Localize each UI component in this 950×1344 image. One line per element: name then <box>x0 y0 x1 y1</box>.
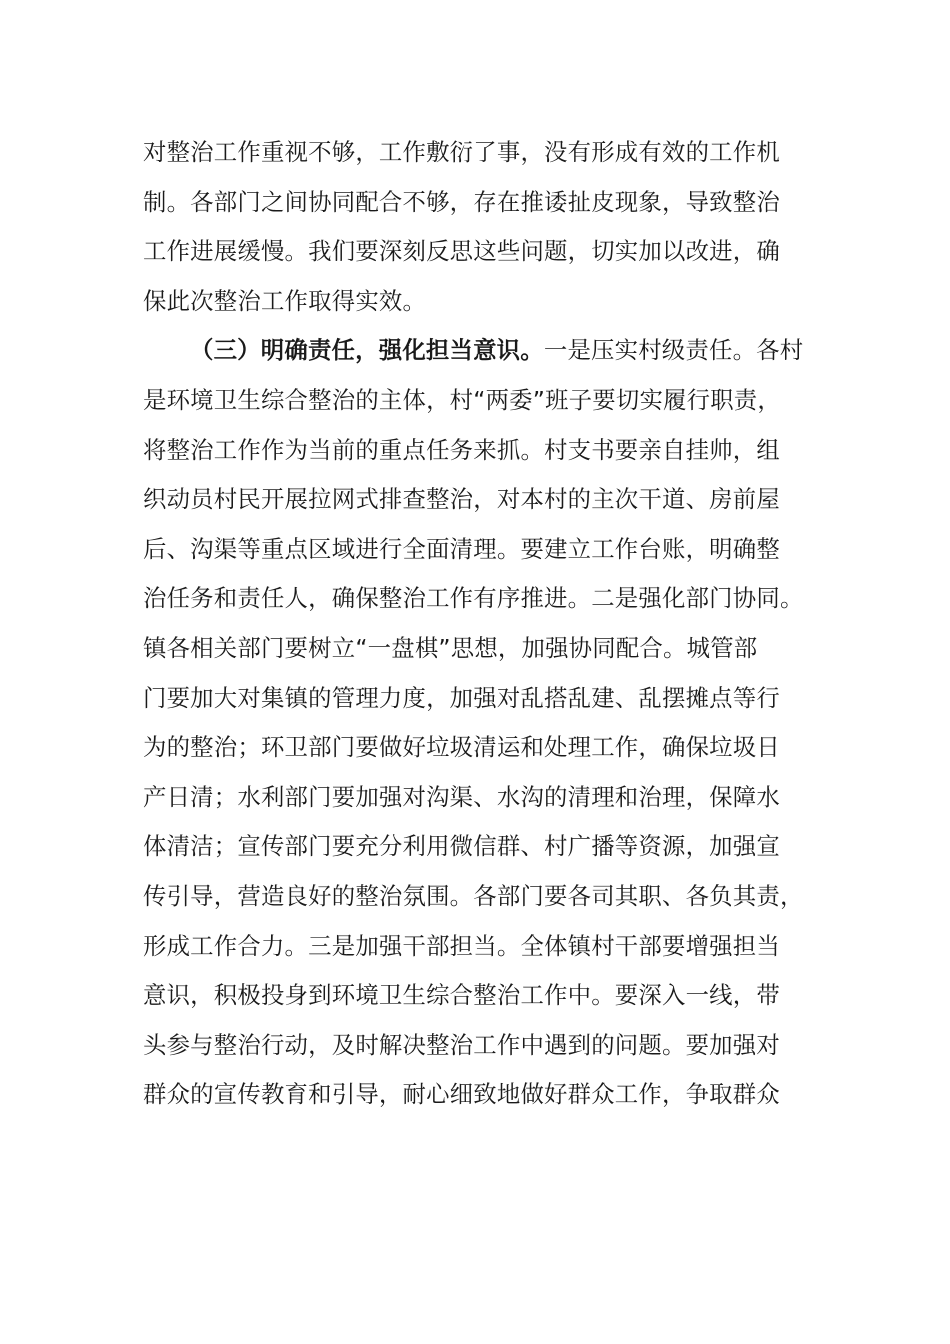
paragraph-line: 将整治工作作为当前的重点任务来抓。村支书要亲自挂帅，组 <box>143 435 780 464</box>
paragraph-line: 织动员村民开展拉网式排查整治，对本村的主次干道、房前屋 <box>143 485 780 514</box>
paragraph-line: 形成工作合力。三是加强干部担当。全体镇村干部要增强担当 <box>143 931 780 960</box>
paragraph-2 <box>143 326 813 1120</box>
paragraph-line: 头参与整治行动，及时解决整治工作中遇到的问题。要加强对 <box>143 1030 780 1059</box>
first-line-text: 一是压实村级责任。各村 <box>543 336 804 365</box>
paragraph-line: 群众的宣传教育和引导，耐心细致地做好群众工作，争取群众 <box>143 1080 780 1109</box>
paragraph-first-line <box>143 326 813 376</box>
paragraph-line: 是环境卫生综合整治的主体，村“两委”班子要切实履行职责， <box>143 385 781 414</box>
paragraph-line: 制。各部门之间协同配合不够，存在推诿扯皮现象，导致整治 <box>143 187 780 216</box>
paragraph-line: 后、沟渠等重点区域进行全面清理。要建立工作台账，明确整 <box>143 534 780 563</box>
paragraph-line: 为的整治；环卫部门要做好垃圾清运和处理工作，确保垃圾日 <box>143 733 780 762</box>
paragraph-line: 对整治工作重视不够，工作敷衍了事，没有形成有效的工作机 <box>143 138 780 166</box>
paragraph-line: 传引导，营造良好的整治氛围。各部门要各司其职、各负其责， <box>143 881 804 910</box>
paragraph-line: 保此次整治工作取得实效。 <box>143 286 427 315</box>
paragraph-line: 体清洁；宣传部门要充分利用微信群、村广播等资源，加强宣 <box>143 832 780 861</box>
section-heading: （三）明确责任，强化担当意识。 <box>190 336 544 365</box>
body-text <box>143 128 813 1120</box>
paragraph-line: 治任务和责任人，确保整治工作有序推进。二是强化部门协同。 <box>143 584 804 613</box>
paragraph-line: 门要加大对集镇的管理力度，加强对乱搭乱建、乱摆摊点等行 <box>143 683 780 712</box>
paragraph-line: 意识，积极投身到环境卫生综合整治工作中。要深入一线，带 <box>143 981 780 1010</box>
paragraph-line: 产日清；水利部门要加强对沟渠、水沟的清理和治理，保障水 <box>143 782 780 811</box>
paragraph-line: 镇各相关部门要树立“一盘棋”思想，加强协同配合。城管部 <box>143 633 758 662</box>
paragraph-line: 工作进展缓慢。我们要深刻反思这些问题，切实加以改进，确 <box>143 237 780 266</box>
paragraph-1 <box>143 128 813 326</box>
